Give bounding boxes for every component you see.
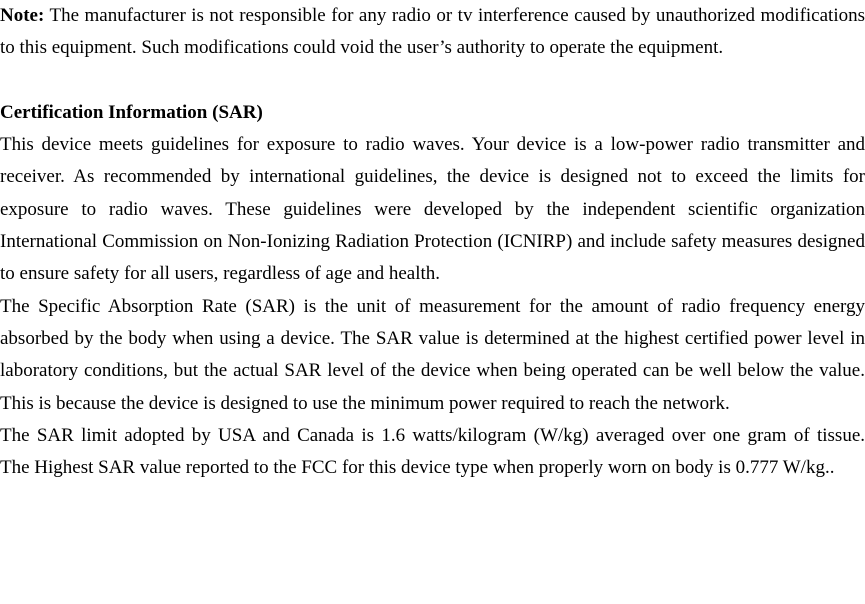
note-text: The manufacturer is not responsible for any radio or tv interference caused by unauthorized modifications to this equipment. Such modifications could void the user’s authority to operate the equipment.	[0, 5, 865, 59]
section-spacer	[0, 65, 865, 97]
sar-paragraph-limit: The SAR limit adopted by USA and Canada is 1.6 watts/kilogram (W/kg) averaged over one gram of tissue. The Highest SAR value reported to the FCC for this device type when properly worn on body is 0.777 W/kg..	[0, 424, 865, 479]
note-label: Note:	[0, 5, 45, 26]
sar-paragraph-guidelines: This device meets guidelines for exposure to radio waves. Your device is a low-power radio transmitter and receiver. As recommended by international guidelines, the device is designed not to exceed the limits for exposure to radio waves. These guidelines were developed by the independent scientific organization International Commission on Non-Ionizing Radiation Protection (ICNIRP) and include safety measures designed to ensure safety for all users, regardless of age and health.	[0, 134, 865, 285]
sar-paragraph-definition: The Specific Absorption Rate (SAR) is the unit of measurement for the amount of radio frequency energy absorbed by the body when using a device. The SAR value is determined at the highest certified power level in laboratory conditions, but the actual SAR level of the device when being operated can be well below the value. This is because the device is designed to use the minimum power required to reach the network.	[0, 295, 865, 414]
note-paragraph	[0, 0, 865, 65]
sar-heading: Certification Information (SAR)	[0, 101, 263, 123]
